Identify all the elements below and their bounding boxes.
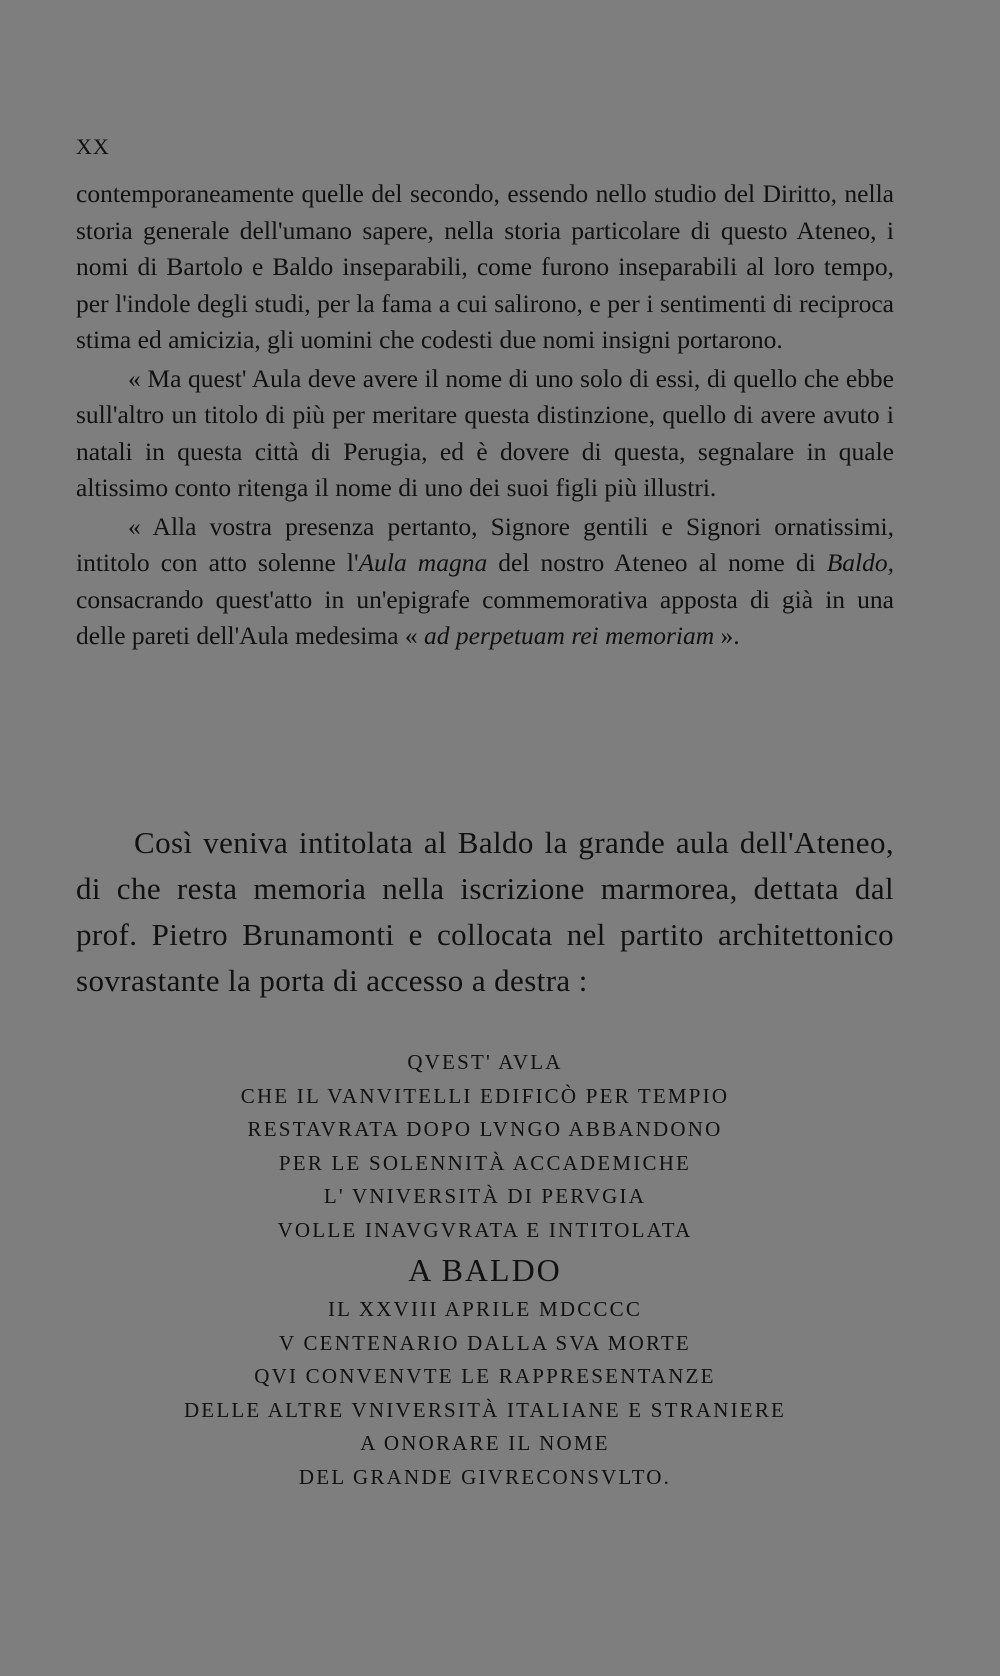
inscription-line: RESTAVRATA DOPO LVNGO ABBANDONO: [247, 1117, 723, 1141]
italic-latin-phrase: ad perpetuam rei memoriam: [424, 621, 715, 650]
inscription: [76, 1046, 894, 1494]
inscription-line: L' VNIVERSITÀ DI PERVGIA: [323, 1184, 647, 1208]
quote-text: ».: [714, 621, 740, 650]
inscription-line: A ONORARE IL NOME: [360, 1431, 610, 1455]
italic-aula-magna: Aula magna: [358, 548, 488, 577]
inscription-line: QVI CONVENVTE LE RAPPRESENTANZE: [254, 1364, 716, 1388]
inscription-line: PER LE SOLENNITÀ ACCADEMICHE: [278, 1150, 692, 1175]
inscription-line: IL XXVIII APRILE MDCCCC: [327, 1297, 643, 1321]
inscription-dedication: A BALDO: [408, 1252, 562, 1288]
page-number: XX: [76, 134, 110, 159]
quote-text: « Alla vostra presenza pertanto, Signore gentili e Signori ornatissimi, intitolo con atto solenne l': [76, 511, 894, 577]
inscription-line: VOLLE INAVGVRATA E INTITOLATA: [277, 1217, 693, 1242]
inscription-line: DELLE ALTRE VNIVERSITÀ ITALIANE E STRANIERE: [183, 1397, 787, 1422]
speech-quote: [76, 176, 894, 655]
quote-paragraph-2: « Ma quest' Aula deve avere il nome di uno solo di essi, di quello che ebbe sull'altro un titolo di più per meritare questa distinzione, quello di avere avuto i natali in questa città di Perugia, ed è dovere di questa, segnalare in quale altissimo conto ritenga il nome di uno dei suoi figli più illustri.: [76, 363, 894, 502]
inscription-line: QVEST' AVLA: [407, 1050, 563, 1074]
italic-baldo: Baldo,: [826, 548, 895, 577]
quote-text: del nostro Ateneo al nome di: [487, 548, 827, 577]
narrative-paragraph: Così veniva intitolata al Baldo la grande aula dell'Ateneo, di che resta memoria nella iscrizione marmorea, dettata dal prof. Pietro Brunamonti e collocata nel partito architettonico sovrastante la porta di accesso a destra :: [76, 825, 894, 998]
inscription-line: CHE IL VANVITELLI EDIFICÒ PER TEMPIO: [240, 1083, 730, 1108]
quote-paragraph-1: contemporaneamente quelle del secondo, essendo nello studio del Diritto, nella storia generale dell'umano sapere, nella storia particolare di questo Ateneo, i nomi di Bartolo e Baldo inseparabili, come furono inseparabili al loro tempo, per l'indole degli studi, per la fama a cui salirono, e per i sentimenti di reciproca stima ed amicizia, gli uomini che codesti due nomi insigni portarono.: [76, 179, 894, 354]
quote-paragraph-3: [76, 509, 894, 655]
quote-text: consacrando quest'atto in un'epigrafe commemorativa apposta di già in una delle pareti dell'Aula medesima «: [76, 584, 894, 650]
inscription-line: V CENTENARIO DALLA SVA MORTE: [279, 1330, 691, 1355]
inscription-line: DEL GRANDE GIVRECONSVLTO.: [298, 1464, 672, 1489]
